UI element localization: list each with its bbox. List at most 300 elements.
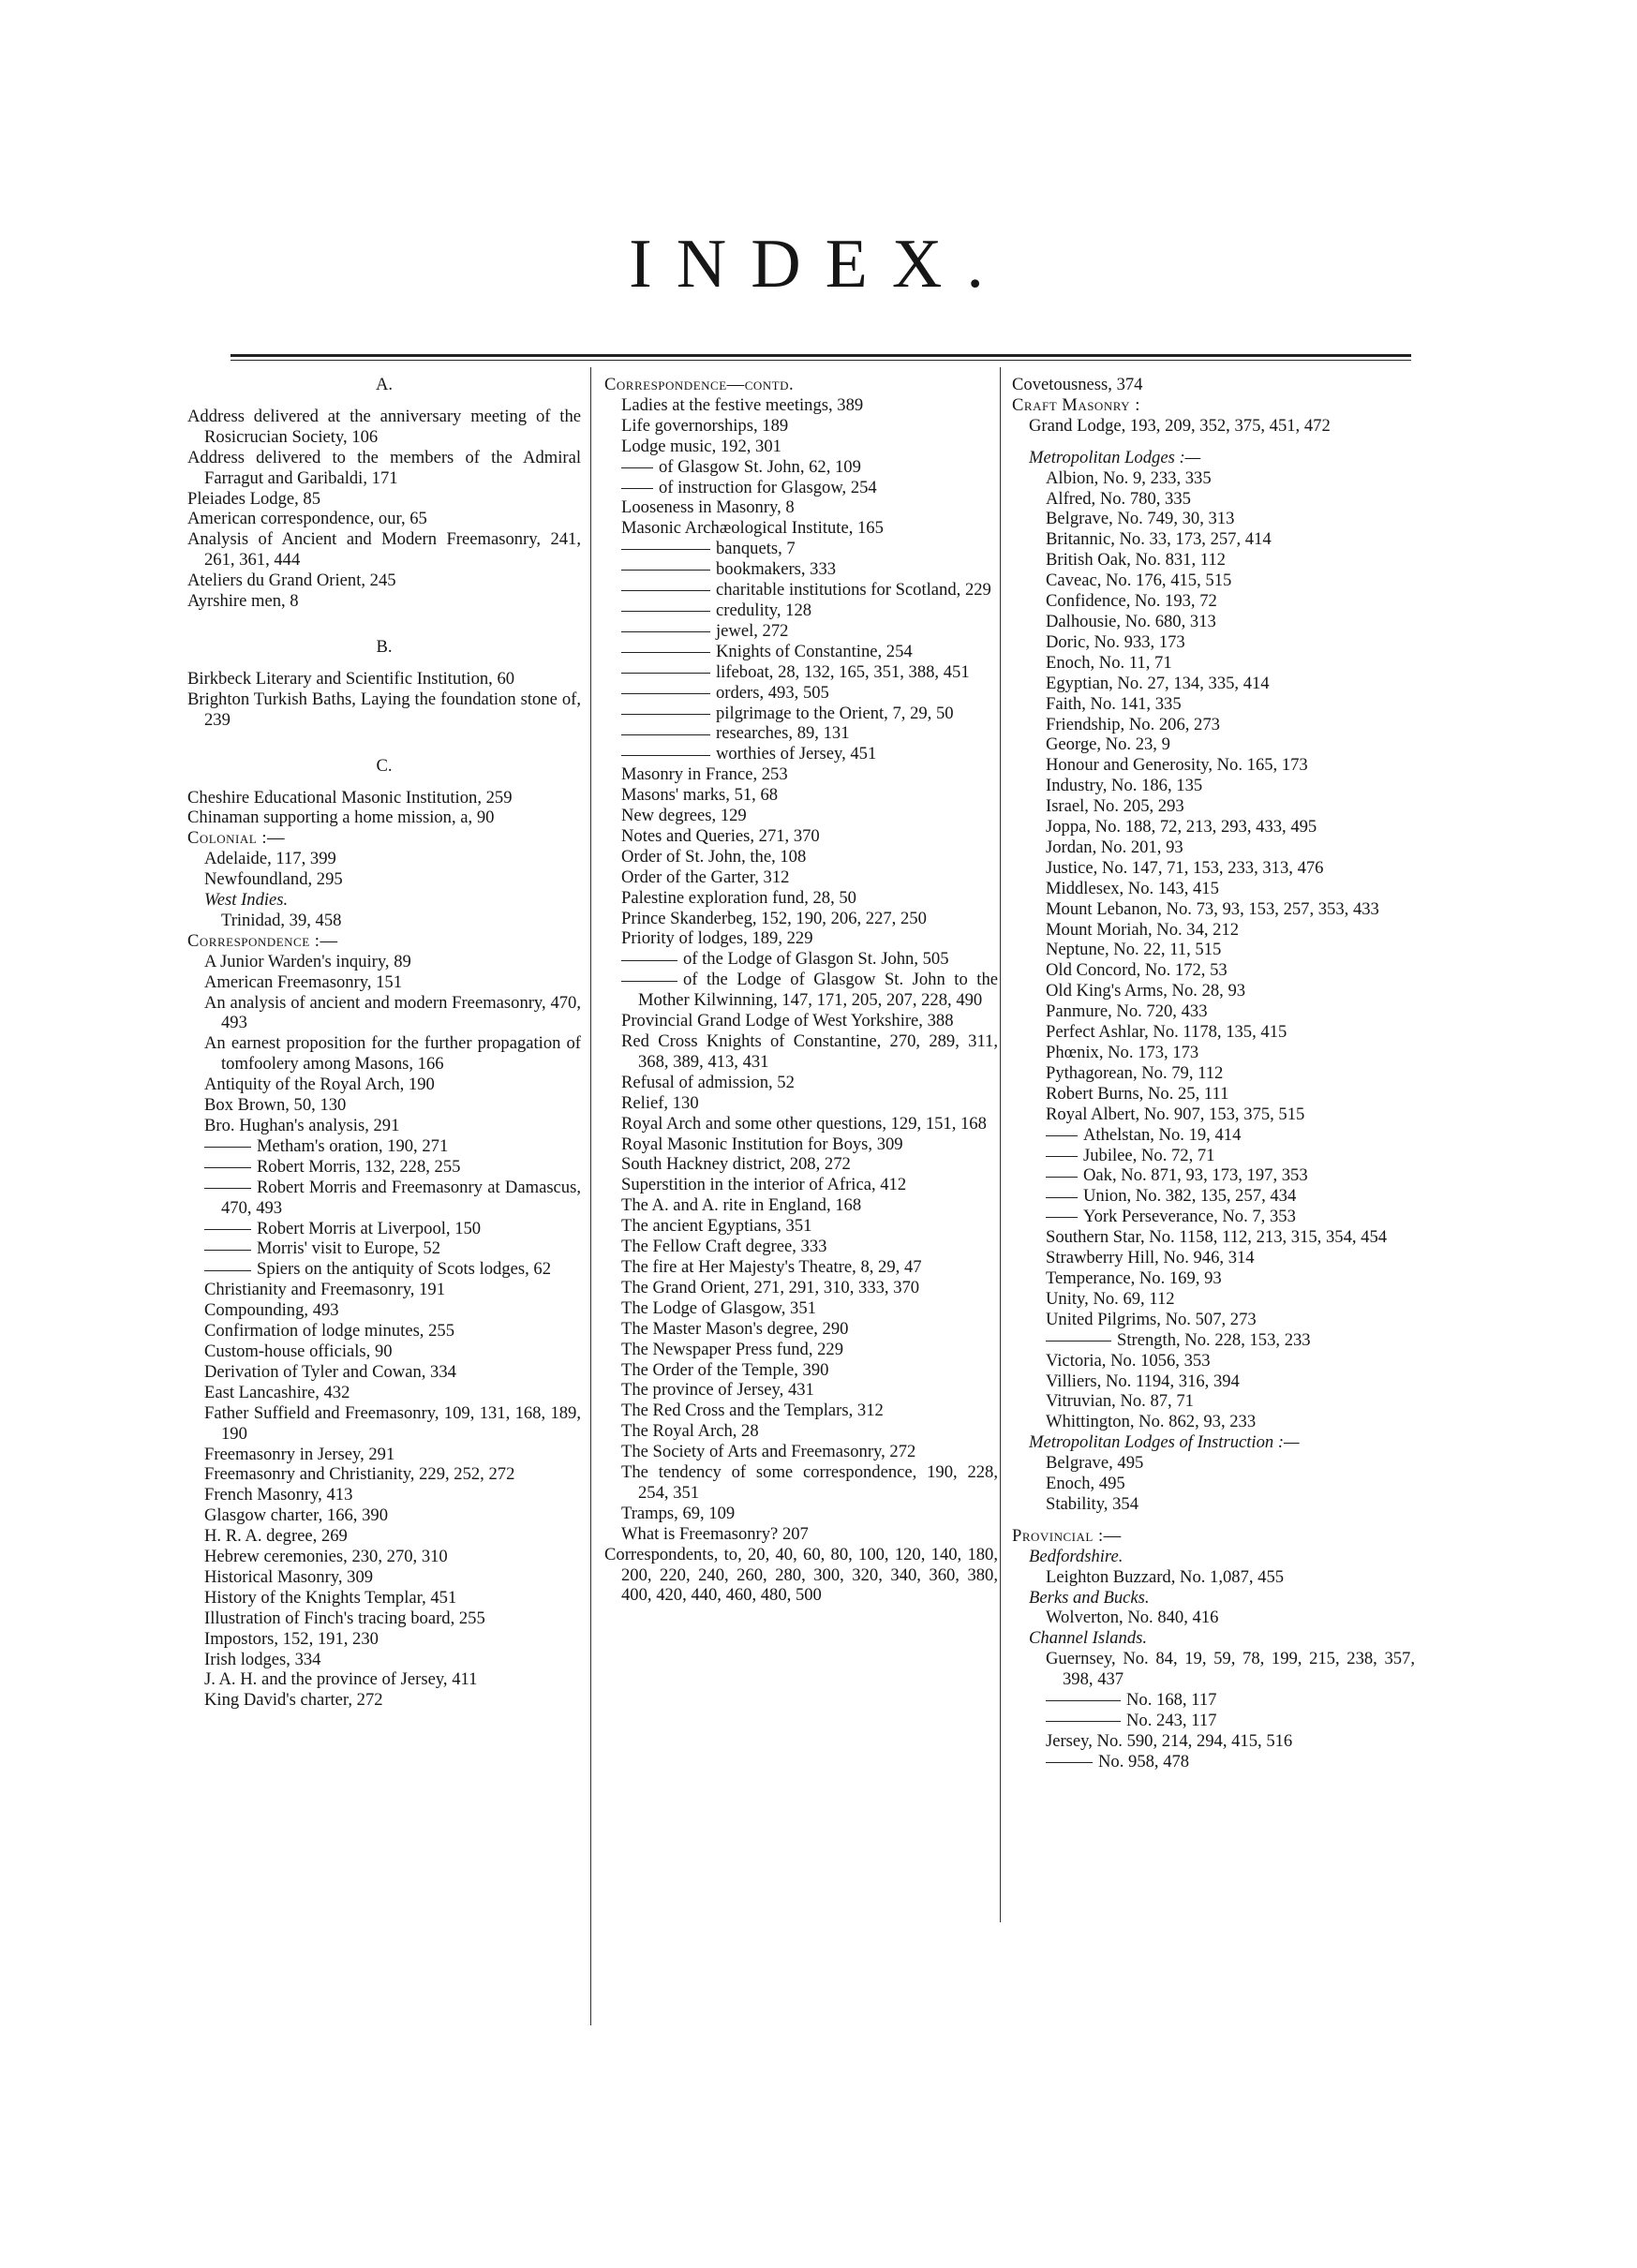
ditto-rule bbox=[1046, 1197, 1078, 1198]
index-entry bbox=[1012, 1351, 1415, 1371]
entry-text: Joppa, No. 188, 72, 213, 293, 433, 495 bbox=[1046, 817, 1317, 838]
index-entry bbox=[1012, 838, 1415, 858]
spacer bbox=[187, 612, 581, 637]
index-entry bbox=[604, 1504, 998, 1524]
ditto-rule bbox=[1046, 1721, 1121, 1722]
index-entry bbox=[604, 662, 998, 683]
index-entry bbox=[604, 970, 998, 1011]
entry-text: Tramps, 69, 109 bbox=[621, 1503, 736, 1523]
entry-text: Glasgow charter, 166, 390 bbox=[204, 1505, 388, 1526]
ditto-rule bbox=[621, 693, 710, 694]
entry-text: Dalhousie, No. 680, 313 bbox=[1046, 611, 1216, 631]
entry-text: Enoch, 495 bbox=[1046, 1474, 1125, 1494]
index-entry bbox=[187, 1157, 581, 1178]
index-entry bbox=[1012, 674, 1415, 694]
section-letter bbox=[187, 637, 581, 658]
entry-text: Villiers, No. 1194, 316, 394 bbox=[1046, 1371, 1240, 1391]
entry-text: Superstition in the interior of Africa, 412 bbox=[621, 1175, 907, 1195]
entry-text: of the Lodge of Glasgow St. John to the Mother Kilwinning, 147, 171, 205, 207, 228, 490 bbox=[638, 970, 998, 1011]
ditto-rule bbox=[204, 1147, 251, 1148]
entry-text: Correspondence :— bbox=[187, 930, 338, 951]
index-entry bbox=[604, 1175, 998, 1195]
entry-text: Honour and Generosity, No. 165, 173 bbox=[1046, 755, 1308, 776]
index-entry bbox=[187, 1116, 581, 1136]
entry-text: The ancient Egyptians, 351 bbox=[621, 1216, 812, 1237]
entry-text: Correspondents, to, 20, 40, 60, 80, 100, 120, 140, 180, 200, 220, 240, 260, 280, 300, 320, 340, 360, 380, 400, 420, 440, 460, 480, 500 bbox=[604, 1544, 998, 1606]
index-entry bbox=[1012, 1001, 1415, 1022]
index-entry bbox=[604, 1257, 998, 1278]
spacer bbox=[187, 731, 581, 756]
entry-text: Belgrave, No. 749, 30, 313 bbox=[1046, 509, 1235, 529]
index-entry bbox=[187, 669, 581, 689]
index-entry bbox=[1012, 1567, 1415, 1588]
ditto-rule bbox=[621, 714, 710, 715]
index-entry bbox=[187, 1383, 581, 1403]
index-entry bbox=[604, 1031, 998, 1073]
entry-text: Middlesex, No. 143, 415 bbox=[1046, 878, 1219, 898]
entry-text: Metropolitan Lodges of Instruction :— bbox=[1029, 1432, 1300, 1453]
index-entry bbox=[604, 704, 998, 724]
index-entry bbox=[604, 580, 998, 600]
entry-text: American correspondence, our, 65 bbox=[187, 509, 427, 529]
entry-text: researches, 89, 131 bbox=[716, 723, 850, 744]
entry-text: The Red Cross and the Templars, 312 bbox=[621, 1401, 884, 1421]
entry-text: Father Suffield and Freemasonry, 109, 131, 168, 189, 190 bbox=[204, 1402, 581, 1444]
index-entry bbox=[1012, 529, 1415, 550]
entry-text: Pythagorean, No. 79, 112 bbox=[1046, 1062, 1224, 1083]
ditto-rule bbox=[204, 1229, 251, 1230]
entry-text: H. R. A. degree, 269 bbox=[204, 1526, 348, 1547]
entry-text: Adelaide, 117, 399 bbox=[204, 849, 336, 869]
index-entry bbox=[604, 1319, 998, 1340]
entry-text: Panmure, No. 720, 433 bbox=[1046, 1001, 1208, 1022]
index-entry bbox=[187, 993, 581, 1034]
entry-text: Strength, No. 228, 153, 233 bbox=[1117, 1329, 1311, 1350]
index-entry bbox=[1012, 1186, 1415, 1207]
entry-text: Craft Masonry : bbox=[1012, 394, 1140, 415]
index-entry bbox=[187, 1362, 581, 1383]
index-entry bbox=[187, 911, 581, 931]
entry-text: orders, 493, 505 bbox=[716, 682, 829, 703]
entry-text: The tendency of some correspondence, 190, 228, 254, 351 bbox=[621, 1462, 998, 1503]
entry-text: Prince Skanderbeg, 152, 190, 206, 227, 250 bbox=[621, 908, 927, 928]
entry-text: Priority of lodges, 189, 229 bbox=[621, 928, 813, 949]
index-entry bbox=[604, 1462, 998, 1504]
entry-text: Provincial :— bbox=[1012, 1525, 1122, 1546]
index-entry bbox=[604, 497, 998, 518]
index-entry bbox=[604, 416, 998, 437]
ditto-rule bbox=[1046, 1341, 1111, 1342]
index-entry bbox=[604, 642, 998, 662]
index-entry bbox=[1012, 1104, 1415, 1125]
entry-text: Royal Masonic Institution for Boys, 309 bbox=[621, 1134, 903, 1154]
entry-text: Notes and Queries, 271, 370 bbox=[621, 825, 820, 846]
entry-text: Provincial Grand Lodge of West Yorkshire, 388 bbox=[621, 1011, 954, 1031]
entry-text: Masonry in France, 253 bbox=[621, 764, 788, 785]
entry-text: Wolverton, No. 840, 416 bbox=[1046, 1608, 1219, 1628]
entry-text: Confirmation of lodge minutes, 255 bbox=[204, 1321, 454, 1342]
index-entry bbox=[1012, 1453, 1415, 1474]
ditto-rule bbox=[1046, 1700, 1121, 1701]
index-entry bbox=[604, 1237, 998, 1257]
entry-text: Looseness in Masonry, 8 bbox=[621, 497, 795, 518]
column-divider-1 bbox=[590, 367, 591, 2025]
index-subheading bbox=[1012, 1547, 1415, 1567]
entry-text: Ateliers du Grand Orient, 245 bbox=[187, 571, 396, 591]
entry-text: C. bbox=[376, 755, 393, 776]
index-entry bbox=[187, 1650, 581, 1670]
index-entry bbox=[187, 1547, 581, 1567]
ditto-rule bbox=[204, 1188, 251, 1189]
index-entry bbox=[187, 489, 581, 510]
index-entry bbox=[1012, 734, 1415, 755]
entry-text: Relief, 130 bbox=[621, 1092, 699, 1113]
index-entry bbox=[604, 1340, 998, 1360]
index-entry bbox=[604, 1545, 998, 1607]
index-entry bbox=[604, 723, 998, 744]
entry-text: Trinidad, 39, 458 bbox=[221, 910, 342, 930]
index-entry bbox=[1012, 981, 1415, 1001]
index-entry bbox=[187, 1588, 581, 1608]
column-divider-2 bbox=[1000, 367, 1001, 1922]
index-entry bbox=[1012, 1063, 1415, 1084]
entry-text: Antiquity of the Royal Arch, 190 bbox=[204, 1075, 435, 1095]
entry-text: Whittington, No. 862, 93, 233 bbox=[1046, 1412, 1257, 1432]
entry-text: credulity, 128 bbox=[716, 600, 812, 620]
section-letter bbox=[187, 756, 581, 777]
index-entry bbox=[604, 478, 998, 498]
entry-text: West Indies. bbox=[204, 890, 289, 911]
ditto-rule bbox=[621, 488, 653, 489]
index-entry bbox=[604, 867, 998, 888]
index-entry bbox=[604, 539, 998, 559]
index-entry bbox=[1012, 796, 1415, 817]
entry-text: lifeboat, 28, 132, 165, 351, 388, 451 bbox=[716, 661, 970, 682]
entry-text: The A. and A. rite in England, 168 bbox=[621, 1195, 862, 1216]
index-entry bbox=[187, 1445, 581, 1465]
index-entry bbox=[1012, 1412, 1415, 1432]
entry-text: Caveac, No. 176, 415, 515 bbox=[1046, 571, 1232, 591]
index-entry bbox=[604, 888, 998, 909]
index-entry bbox=[604, 1401, 998, 1421]
index-entry bbox=[1012, 1391, 1415, 1412]
entry-text: worthies of Jersey, 451 bbox=[716, 744, 877, 764]
entry-text: Southern Star, No. 1158, 112, 213, 315, 354, 454 bbox=[1046, 1227, 1388, 1248]
index-entry bbox=[604, 1360, 998, 1381]
index-entry bbox=[1012, 1310, 1415, 1330]
entry-text: American Freemasonry, 151 bbox=[204, 971, 403, 992]
entry-text: Jubilee, No. 72, 71 bbox=[1083, 1145, 1215, 1165]
index-entry bbox=[187, 972, 581, 993]
index-entry bbox=[187, 689, 581, 731]
entry-text: Freemasonry and Christianity, 229, 252, 272 bbox=[204, 1464, 515, 1485]
entry-text: Birkbeck Literary and Scientific Institution, 60 bbox=[187, 668, 515, 689]
entry-text: Perfect Ashlar, No. 1178, 135, 415 bbox=[1046, 1022, 1287, 1043]
index-entry bbox=[187, 1464, 581, 1485]
index-entry bbox=[187, 1629, 581, 1650]
index-entry bbox=[604, 600, 998, 621]
index-entry bbox=[604, 847, 998, 867]
index-entry bbox=[187, 1403, 581, 1445]
index-entry bbox=[1012, 1165, 1415, 1186]
index-entry bbox=[604, 621, 998, 642]
index-entry bbox=[604, 764, 998, 785]
entry-text: Address delivered at the anniversary meeting of the Rosicrucian Society, 106 bbox=[187, 406, 581, 447]
index-entry bbox=[187, 1259, 581, 1280]
index-entry bbox=[187, 1321, 581, 1342]
entry-text: Ladies at the festive meetings, 389 bbox=[621, 394, 864, 415]
spacer bbox=[1012, 437, 1415, 448]
index-entry bbox=[1012, 416, 1415, 437]
entry-text: Victoria, No. 1056, 353 bbox=[1046, 1350, 1211, 1371]
entry-text: Britannic, No. 33, 173, 257, 414 bbox=[1046, 529, 1272, 550]
index-entry bbox=[1012, 1690, 1415, 1711]
entry-text: Hebrew ceremonies, 230, 270, 310 bbox=[204, 1547, 448, 1567]
ditto-rule bbox=[204, 1270, 251, 1271]
entry-text: Albion, No. 9, 233, 335 bbox=[1046, 467, 1212, 488]
entry-text: Masonic Archæological Institute, 165 bbox=[621, 518, 884, 539]
entry-text: Custom-house officials, 90 bbox=[204, 1341, 393, 1361]
entry-text: Pleiades Lodge, 85 bbox=[187, 488, 321, 509]
entry-text: Lodge music, 192, 301 bbox=[621, 436, 781, 456]
ditto-rule bbox=[204, 1250, 251, 1251]
index-entry bbox=[187, 869, 581, 890]
entry-text: Illustration of Finch's tracing board, 255 bbox=[204, 1608, 485, 1628]
entry-text: The Grand Orient, 271, 291, 310, 333, 370 bbox=[621, 1277, 920, 1297]
ditto-rule bbox=[621, 652, 710, 653]
entry-text: No. 168, 117 bbox=[1126, 1690, 1217, 1711]
index-entry bbox=[1012, 632, 1415, 653]
index-entry bbox=[604, 1073, 998, 1093]
entry-text: charitable institutions for Scotland, 229 bbox=[716, 580, 991, 600]
entry-text: Strawberry Hill, No. 946, 314 bbox=[1046, 1248, 1255, 1268]
ditto-rule bbox=[621, 549, 710, 550]
entry-text: South Hackney district, 208, 272 bbox=[621, 1154, 851, 1175]
entry-text: The Order of the Temple, 390 bbox=[621, 1359, 829, 1380]
entry-text: Old King's Arms, No. 28, 93 bbox=[1046, 981, 1246, 1001]
index-entry bbox=[1012, 1043, 1415, 1063]
index-entry bbox=[604, 437, 998, 457]
entry-text: Knights of Constantine, 254 bbox=[716, 641, 913, 661]
entry-text: Grand Lodge, 193, 209, 352, 375, 451, 472 bbox=[1029, 415, 1331, 436]
entry-text: Athelstan, No. 19, 414 bbox=[1083, 1124, 1242, 1145]
index-entry bbox=[1012, 1268, 1415, 1289]
entry-text: Spiers on the antiquity of Scots lodges, 62 bbox=[257, 1259, 552, 1280]
index-column-1 bbox=[187, 375, 581, 1711]
index-column-2 bbox=[604, 375, 998, 1606]
index-subheading bbox=[1012, 1628, 1415, 1649]
entry-text: Masons' marks, 51, 68 bbox=[621, 785, 779, 806]
index-entry bbox=[604, 1195, 998, 1216]
index-entry bbox=[604, 457, 998, 478]
index-entry bbox=[604, 785, 998, 806]
index-entry bbox=[187, 1485, 581, 1505]
index-entry bbox=[1012, 571, 1415, 591]
entry-text: Order of St. John, the, 108 bbox=[621, 846, 807, 867]
ditto-rule bbox=[1046, 1156, 1078, 1157]
ditto-rule bbox=[621, 981, 677, 982]
entry-text: The Newspaper Press fund, 229 bbox=[621, 1339, 844, 1359]
entry-text: Jordan, No. 201, 93 bbox=[1046, 837, 1183, 857]
index-entry bbox=[1012, 375, 1415, 395]
index-entry bbox=[604, 1114, 998, 1134]
index-entry bbox=[604, 1011, 998, 1031]
index-entry bbox=[604, 1298, 998, 1319]
entry-text: Justice, No. 147, 71, 153, 233, 313, 476 bbox=[1046, 857, 1324, 878]
ditto-rule bbox=[621, 570, 710, 571]
index-entry bbox=[604, 559, 998, 580]
index-entry bbox=[187, 1608, 581, 1629]
entry-text: of instruction for Glasgow, 254 bbox=[659, 477, 877, 497]
entry-text: of the Lodge of Glasgon St. John, 505 bbox=[683, 949, 949, 970]
entry-text: George, No. 23, 9 bbox=[1046, 734, 1170, 755]
index-entry bbox=[604, 518, 998, 539]
index-entry bbox=[604, 1154, 998, 1175]
entry-text: The Fellow Craft degree, 333 bbox=[621, 1237, 827, 1257]
entry-text: British Oak, No. 831, 112 bbox=[1046, 550, 1226, 571]
index-entry bbox=[187, 1095, 581, 1116]
ditto-rule bbox=[204, 1167, 251, 1168]
entry-text: A. bbox=[375, 375, 394, 394]
entry-text: The province of Jersey, 431 bbox=[621, 1380, 814, 1401]
entry-text: Metham's oration, 190, 271 bbox=[257, 1135, 449, 1156]
entry-text: Covetousness, 374 bbox=[1012, 375, 1143, 394]
entry-text: Ayrshire men, 8 bbox=[187, 591, 299, 612]
entry-text: Vitruvian, No. 87, 71 bbox=[1046, 1391, 1194, 1412]
index-entry bbox=[1012, 920, 1415, 941]
entry-text: Derivation of Tyler and Cowan, 334 bbox=[204, 1361, 456, 1382]
entry-text: York Perseverance, No. 7, 353 bbox=[1083, 1207, 1296, 1227]
index-entry bbox=[1012, 1248, 1415, 1268]
index-entry bbox=[187, 1033, 581, 1075]
index-entry bbox=[1012, 1371, 1415, 1392]
entry-text: Correspondence—contd. bbox=[604, 375, 795, 394]
entry-text: Address delivered to the members of the Admiral Farragut and Garibaldi, 171 bbox=[187, 447, 581, 488]
entry-text: Unity, No. 69, 112 bbox=[1046, 1288, 1175, 1309]
index-entry bbox=[604, 949, 998, 970]
index-entry bbox=[1012, 1731, 1415, 1752]
index-entry bbox=[1012, 468, 1415, 489]
entry-text: Doric, No. 933, 173 bbox=[1046, 631, 1185, 652]
index-entry bbox=[1012, 1125, 1415, 1146]
entry-text: B. bbox=[376, 636, 393, 657]
entry-text: Guernsey, No. 84, 19, 59, 78, 199, 215, 238, 357, 398, 437 bbox=[1046, 1649, 1415, 1690]
entry-text: jewel, 272 bbox=[716, 620, 789, 641]
index-entry bbox=[187, 571, 581, 591]
entry-text: Oak, No. 871, 93, 173, 197, 353 bbox=[1083, 1165, 1308, 1186]
index-entry bbox=[604, 683, 998, 704]
index-column-3 bbox=[1012, 375, 1415, 1772]
entry-text: United Pilgrims, No. 507, 273 bbox=[1046, 1309, 1257, 1329]
index-entry bbox=[1012, 550, 1415, 571]
index-entry bbox=[1012, 1494, 1415, 1515]
index-entry bbox=[187, 788, 581, 808]
index-entry bbox=[1012, 940, 1415, 960]
entry-text: Enoch, No. 11, 71 bbox=[1046, 652, 1172, 673]
index-entry bbox=[1012, 899, 1415, 920]
index-entry bbox=[1012, 1207, 1415, 1227]
entry-text: King David's charter, 272 bbox=[204, 1690, 383, 1711]
title-rule bbox=[231, 354, 1411, 361]
index-entry bbox=[1012, 817, 1415, 838]
index-entry bbox=[604, 1524, 998, 1545]
entry-text: Compounding, 493 bbox=[204, 1300, 339, 1321]
index-entry bbox=[187, 808, 581, 828]
index-entry bbox=[1012, 489, 1415, 510]
entry-text: Confidence, No. 193, 72 bbox=[1046, 591, 1217, 612]
index-subheading bbox=[1012, 1432, 1415, 1453]
index-entry bbox=[187, 952, 581, 972]
entry-text: The Master Mason's degree, 290 bbox=[621, 1318, 849, 1339]
entry-text: No. 243, 117 bbox=[1126, 1711, 1217, 1730]
index-entry bbox=[187, 1075, 581, 1095]
entry-text: Royal Albert, No. 907, 153, 375, 515 bbox=[1046, 1104, 1305, 1124]
entry-text: pilgrimage to the Orient, 7, 29, 50 bbox=[716, 703, 954, 723]
entry-text: Life governorships, 189 bbox=[621, 415, 789, 436]
ditto-rule bbox=[621, 755, 710, 756]
spacer bbox=[1012, 1515, 1415, 1526]
entry-text: Chinaman supporting a home mission, a, 90 bbox=[187, 808, 495, 828]
entry-text: Palestine exploration fund, 28, 50 bbox=[621, 887, 856, 908]
page-title: INDEX. bbox=[629, 226, 1008, 303]
index-entry bbox=[187, 407, 581, 448]
index-entry bbox=[1012, 1608, 1415, 1628]
index-entry bbox=[187, 1300, 581, 1321]
index-entry bbox=[1012, 960, 1415, 981]
index-entry bbox=[1012, 1289, 1415, 1310]
ditto-rule bbox=[621, 673, 710, 674]
entry-text: French Masonry, 413 bbox=[204, 1485, 353, 1505]
index-entry bbox=[187, 1505, 581, 1526]
entry-text: Israel, No. 205, 293 bbox=[1046, 796, 1184, 817]
ditto-rule bbox=[1046, 1177, 1078, 1178]
ditto-rule bbox=[1046, 1762, 1093, 1763]
index-entry bbox=[187, 1136, 581, 1157]
entry-text: Robert Morris, 132, 228, 255 bbox=[257, 1156, 461, 1177]
entry-text: Faith, No. 141, 335 bbox=[1046, 693, 1182, 714]
entry-text: What is Freemasonry? 207 bbox=[621, 1523, 809, 1544]
entry-text: of Glasgow St. John, 62, 109 bbox=[659, 456, 861, 477]
entry-text: Old Concord, No. 172, 53 bbox=[1046, 960, 1228, 981]
ditto-rule bbox=[621, 611, 710, 612]
index-entry bbox=[187, 1219, 581, 1239]
entry-text: An analysis of ancient and modern Freemasonry, 470, 493 bbox=[204, 992, 581, 1033]
index-entry bbox=[604, 1216, 998, 1237]
index-entry bbox=[1012, 1752, 1415, 1772]
entry-text: Freemasonry in Jersey, 291 bbox=[204, 1444, 395, 1464]
index-entry bbox=[604, 744, 998, 764]
index-heading bbox=[1012, 1526, 1415, 1547]
index-entry bbox=[1012, 776, 1415, 796]
entry-text: J. A. H. and the province of Jersey, 411 bbox=[204, 1669, 478, 1690]
index-entry bbox=[187, 591, 581, 612]
index-heading bbox=[604, 375, 998, 395]
index-entry bbox=[604, 1421, 998, 1442]
entry-text: Historical Masonry, 309 bbox=[204, 1566, 374, 1587]
index-entry bbox=[604, 909, 998, 929]
entry-text: Alfred, No. 780, 335 bbox=[1046, 488, 1191, 509]
index-entry bbox=[187, 529, 581, 571]
entry-text: Phœnix, No. 173, 173 bbox=[1046, 1043, 1199, 1062]
entry-text: A Junior Warden's inquiry, 89 bbox=[204, 951, 411, 971]
index-entry bbox=[1012, 694, 1415, 715]
index-entry bbox=[604, 1380, 998, 1401]
index-entry bbox=[1012, 1711, 1415, 1731]
index-entry bbox=[1012, 1022, 1415, 1043]
entry-text: Channel Islands. bbox=[1029, 1628, 1148, 1649]
index-entry bbox=[187, 1238, 581, 1259]
entry-text: Order of the Garter, 312 bbox=[621, 867, 790, 887]
